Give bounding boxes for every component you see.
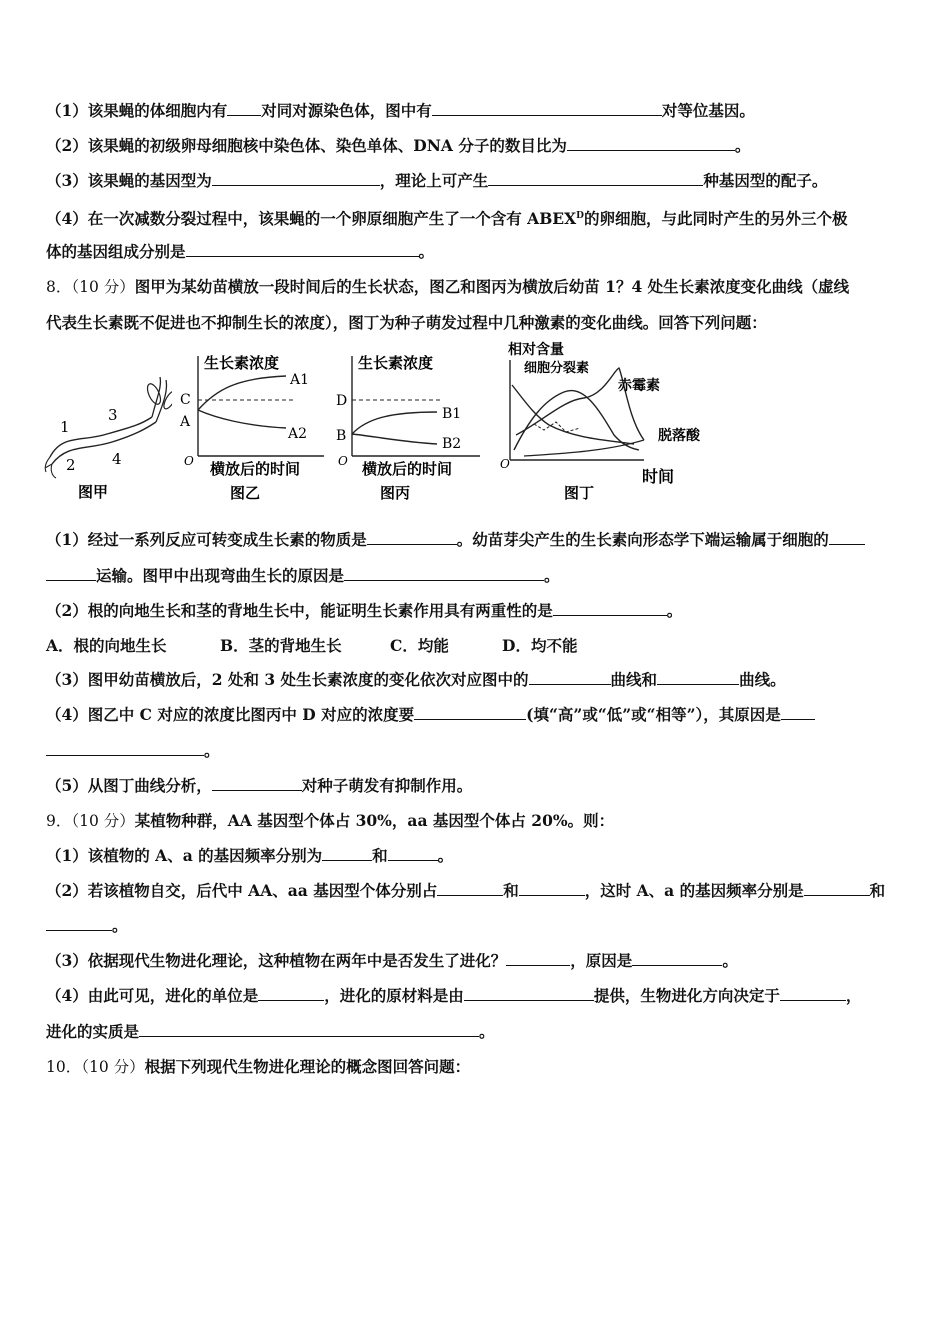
- figure-caption: 图丙: [380, 484, 411, 502]
- q8-text: 。: [666, 601, 683, 620]
- answer-blank[interactable]: [506, 951, 570, 966]
- q8-text: 运输。图甲中出现弯曲生长的原因是: [96, 566, 345, 585]
- question-number: 9．（10 分）: [46, 812, 135, 830]
- q8-text: （3）图甲幼苗横放后，2 处和 3 处生长素浓度的变化依次对应图中的: [46, 670, 529, 689]
- q9-text: 和: [503, 881, 519, 900]
- question-number: 8．（10 分）: [46, 278, 135, 296]
- q9-text: 。: [112, 916, 128, 935]
- answer-blank[interactable]: [227, 101, 261, 116]
- q7-text: 的卵细胞，与此同时产生的另外三个极: [583, 209, 848, 229]
- answer-blank[interactable]: [553, 601, 667, 616]
- label-abscisic-acid: 脱落酸: [658, 428, 700, 444]
- q10-stem-line: [46, 1057, 470, 1077]
- x-axis-label: 横放后的时间: [362, 460, 453, 478]
- q9-text: ，这时 A、a 的基因频率分别是: [584, 881, 804, 900]
- label-A: A: [180, 414, 191, 430]
- q8-options-line: [46, 636, 577, 656]
- question-number: 10．（10 分）: [46, 1058, 145, 1076]
- q7-text: 。: [418, 242, 435, 261]
- answer-blank[interactable]: [46, 741, 204, 756]
- x-axis-label: 横放后的时间: [210, 460, 301, 478]
- label-1: 1: [60, 418, 70, 436]
- label-A2: A2: [288, 426, 308, 442]
- label-4: 4: [112, 450, 122, 468]
- q9-stem: 某植物种群，AA 基因型个体占 30%，aa 基因型个体占 20%。则：: [134, 811, 615, 830]
- option-B[interactable]: B．茎的背地生长: [220, 636, 342, 655]
- label-B1: B1: [442, 406, 462, 422]
- curve-B1: [352, 412, 437, 434]
- option-C[interactable]: C．均能: [390, 636, 449, 655]
- q8-text: 。: [204, 741, 220, 760]
- q8-text: （4）图乙中 C 对应的浓度比图丙中 D 对应的浓度要: [46, 705, 415, 724]
- q7-line-1: [46, 101, 755, 121]
- label-2: 2: [66, 456, 76, 474]
- y-axis-label: 生长素浓度: [204, 354, 280, 372]
- label-A1: A1: [290, 372, 310, 388]
- figure-caption: 图甲: [78, 483, 109, 501]
- q8-sub4-line-2: [46, 741, 220, 761]
- q8-sub1-line-2: [46, 566, 560, 586]
- q9-text: 。: [722, 951, 738, 970]
- answer-blank[interactable]: [567, 136, 735, 151]
- label-D: D: [336, 393, 348, 409]
- answer-blank[interactable]: [437, 881, 503, 896]
- option-A[interactable]: A．根的向地生长: [46, 636, 167, 655]
- answer-blank[interactable]: [212, 776, 302, 791]
- answer-blank[interactable]: [388, 846, 438, 861]
- q7-line-5: [46, 242, 434, 262]
- label-B: B: [336, 428, 347, 444]
- shoot-outline: [152, 377, 160, 417]
- q9-text: ，: [845, 986, 862, 1005]
- leaf-icon: [162, 389, 172, 410]
- answer-blank[interactable]: [632, 951, 722, 966]
- figure-ding-graph: [494, 340, 730, 504]
- q9-sub4-line-1: [46, 986, 861, 1006]
- q9-stem-line: [46, 811, 614, 831]
- option-D[interactable]: D．均不能: [502, 636, 578, 655]
- q9-text: （4）由此可见，进化的单位是: [46, 986, 259, 1005]
- label-C: C: [180, 392, 191, 408]
- q8-stem: 图甲为某幼苗横放一段时间后的生长状态，图乙和图丙为横放后幼苗 1？4 处生长素浓度变化曲线（虚线: [134, 277, 850, 296]
- q7-text: （4）在一次减数分裂过程中，该果蝇的一个卵原细胞产生了一个含有 ABEX: [46, 209, 577, 229]
- q7-text: ，理论上可产生: [379, 171, 489, 190]
- q10-stem: 根据下列现代生物进化理论的概念图回答问题：: [144, 1057, 471, 1076]
- figure-yi-graph: [176, 348, 328, 504]
- q8-sub3-line: [46, 670, 786, 690]
- answer-blank[interactable]: [432, 101, 662, 116]
- curve-A2: [198, 410, 286, 428]
- q9-text: ，进化的原材料是由: [324, 986, 464, 1005]
- answer-blank[interactable]: [780, 986, 846, 1001]
- q8-text: 曲线。: [739, 670, 786, 689]
- q9-text: 和: [869, 881, 886, 900]
- q8-text: 。: [544, 566, 560, 585]
- figure-caption: 图乙: [230, 484, 261, 502]
- answer-blank[interactable]: [414, 705, 526, 720]
- q7-text: 体的基因组成分别是: [46, 242, 186, 261]
- q9-sub2-line-1: [46, 881, 885, 901]
- figure-jia-seedling: [42, 372, 172, 502]
- q9-text: （3）依据现代生物进化理论，这种植物在两年中是否发生了进化？: [46, 951, 507, 970]
- y-axis-label: 相对含量: [508, 342, 564, 358]
- answer-blank[interactable]: [367, 530, 457, 545]
- answer-blank[interactable]: [488, 171, 703, 186]
- q7-text: 对同对源染色体，图中有: [261, 101, 432, 120]
- answer-blank[interactable]: [464, 986, 594, 1001]
- y-axis-label: 生长素浓度: [358, 354, 434, 372]
- answer-blank[interactable]: [46, 916, 112, 931]
- q7-text: （3）该果蝇的基因型为: [46, 171, 212, 190]
- q8-sub4-line-1: [46, 705, 815, 725]
- q7-text: （1）该果蝇的体细胞内有: [46, 101, 228, 120]
- figure-bing-graph: [332, 348, 484, 504]
- q8-text: 。幼苗芽尖产生的生长素向形态学下端运输属于细胞的: [456, 530, 829, 549]
- curve-B2: [352, 434, 437, 444]
- q9-sub1-line: [46, 846, 453, 866]
- q8-sub5-line: [46, 776, 472, 796]
- q7-text: 对等位基因。: [661, 101, 755, 120]
- q8-text: （2）根的向地生长和茎的背地生长中，能证明生长素作用具有两重性的是: [46, 601, 553, 620]
- q9-sub3-line: [46, 951, 738, 971]
- q8-text: 对种子萌发有抑制作用。: [301, 776, 473, 795]
- curve-cytokinin-decline: [512, 385, 634, 444]
- x-axis-label: 时间: [642, 467, 675, 486]
- curve-A1: [198, 376, 286, 410]
- origin-label: O: [338, 454, 348, 468]
- figure-caption: 图丁: [564, 484, 595, 502]
- answer-blank[interactable]: [519, 881, 585, 896]
- q7-line-2: [46, 136, 750, 156]
- answer-blank[interactable]: [186, 242, 419, 257]
- answer-blank[interactable]: [258, 986, 324, 1001]
- q7-text: （2）该果蝇的初级卵母细胞核中染色体、染色单体、DNA 分子的数目比为: [46, 136, 567, 155]
- curve-aba-dashed: [534, 422, 580, 432]
- q7-text: 种基因型的配子。: [703, 171, 828, 190]
- q9-text: 。: [479, 1022, 495, 1041]
- q9-text: （2）若该植物自交，后代中 AA、aa 基因型个体分别占: [46, 881, 438, 900]
- q9-text: 进化的实质是: [46, 1022, 140, 1041]
- q8-sub1-line-1: [46, 530, 865, 550]
- q9-text: （1）该植物的 A、a 的基因频率分别为: [46, 846, 323, 865]
- q8-sub2-line: [46, 601, 682, 621]
- q9-text: ，原因是: [570, 951, 633, 970]
- origin-label: O: [500, 457, 510, 471]
- origin-label: O: [184, 454, 194, 468]
- q9-text: 。: [437, 846, 454, 865]
- q9-text: 提供，生物进化方向决定于: [593, 986, 780, 1005]
- q8-text: 曲线和: [610, 670, 658, 689]
- q8-text: （5）从图丁曲线分析，: [46, 776, 212, 795]
- q7-text: 。: [734, 136, 751, 155]
- q9-text: 和: [372, 846, 388, 865]
- label-B2: B2: [442, 436, 462, 452]
- q8-text: (填“高”或“低”或“相等”），其原因是: [526, 705, 781, 724]
- answer-blank[interactable]: [829, 530, 865, 545]
- q7-line-3: [46, 171, 827, 191]
- answer-blank[interactable]: [322, 846, 372, 861]
- q8-text: （1）经过一系列反应可转变成生长素的物质是: [46, 530, 367, 549]
- q8-stem: 代表生长素既不促进也不抑制生长的浓度），图丁为种子萌发过程中几种激素的变化曲线。回答下列问题：: [46, 313, 767, 332]
- answer-blank[interactable]: [804, 881, 870, 896]
- answer-blank[interactable]: [344, 566, 544, 581]
- answer-blank[interactable]: [46, 566, 96, 581]
- label-cytokinin: 细胞分裂素: [524, 361, 590, 376]
- q8-stem-line-1: [46, 277, 849, 297]
- q8-stem-line-2: [46, 313, 767, 333]
- answer-blank[interactable]: [529, 670, 611, 685]
- label-gibberellin: 赤霉素: [618, 378, 660, 394]
- q7-line-4: [46, 206, 847, 229]
- q9-sub2-line-2: [46, 916, 128, 936]
- label-3: 3: [108, 406, 118, 424]
- answer-blank[interactable]: [212, 171, 380, 186]
- q9-sub4-line-2: [46, 1022, 495, 1042]
- answer-blank[interactable]: [139, 1022, 479, 1037]
- superscript: D: [576, 211, 584, 221]
- answer-blank[interactable]: [657, 670, 739, 685]
- answer-blank[interactable]: [781, 705, 815, 720]
